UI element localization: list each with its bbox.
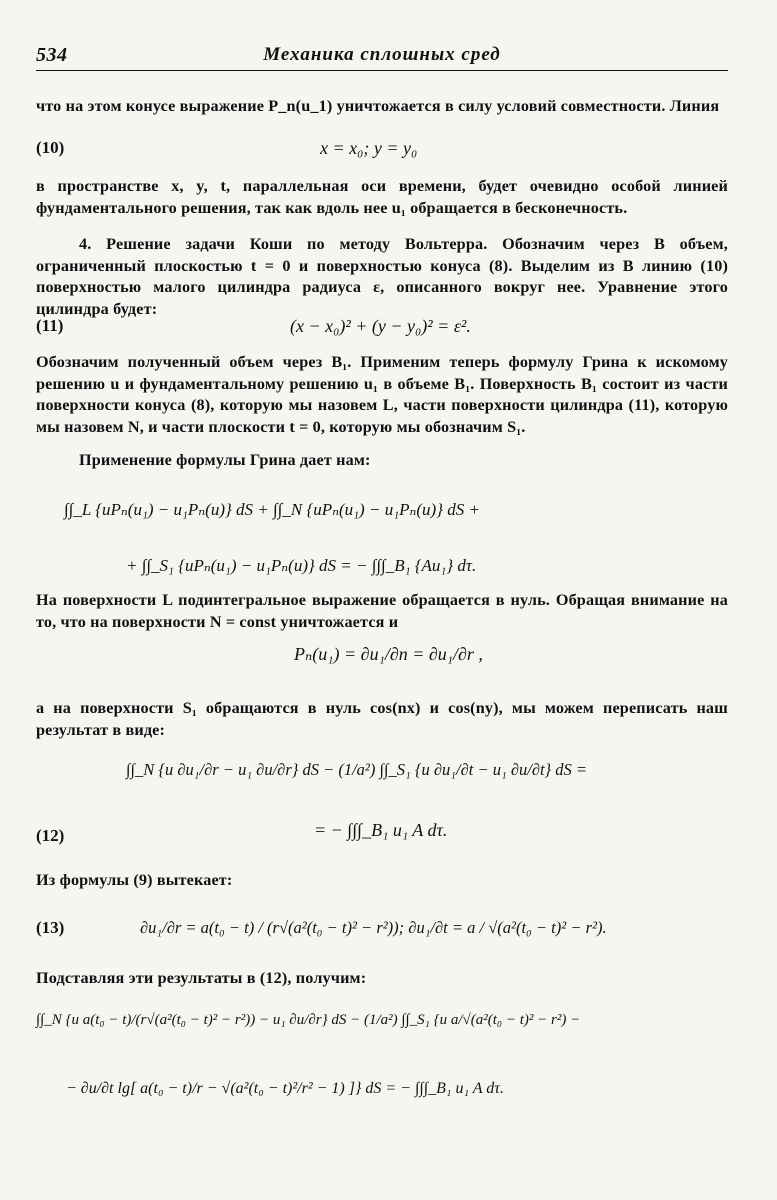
running-title: Механика сплошных сред — [263, 44, 501, 65]
paragraph-substituting: Подставляя эти результаты в (12), получим: — [36, 969, 367, 987]
equation-body: = − ∫∫∫_B₁ u₁ A dτ. — [314, 820, 448, 840]
equation-body: − ∂u/∂t lg[ a(t₀ − t)/r − √(a²(t₀ − t)²/r² − 1) ]} dS = − ∫∫∫_B₁ u₁ A dτ. — [66, 1080, 504, 1097]
equation-body: + ∫∫_S₁ {uPₙ(u₁) − u₁Pₙ(u)} dS = − ∫∫∫_B₁ {Au₁} dτ. — [126, 556, 477, 575]
equation-number: (10) — [36, 138, 65, 157]
page-header — [36, 30, 728, 71]
equation-body: ∫∫_N {u ∂u₁/∂r − u₁ ∂u/∂r} dS − (1/a²) ∫∫_S₁ {u ∂u₁/∂t − u₁ ∂u/∂t} dS = — [126, 760, 588, 779]
paragraph-singular-line: в пространстве x, y, t, параллельная оси времени, будет очевидно особой линией фундаментального решения, так как вдоль нее u₁ обращается в бесконечность. — [36, 177, 728, 217]
equation-13 — [36, 904, 728, 954]
equation-12-line-2 — [36, 820, 728, 860]
book-page — [36, 30, 728, 1097]
paragraph-from-formula-9: Из формулы (9) вытекает: — [36, 871, 233, 889]
paragraph-surface-l: На поверхности L подинтегральное выражение обращается в нуль. Обращая внимание на то, что на поверхности N = const уничтожается и — [36, 591, 728, 631]
equation-body: x = x₀; y = y₀ — [320, 138, 418, 158]
section-text: Обозначим через B объем, ограниченный плоскостью t = 0 и поверхностью конуса (8). Выделим из B линию (10) поверхностью малого цилиндра радиуса ε, описанного вокруг нее. Уравнение этого цилиндра будет: — [36, 235, 728, 318]
final-equation-line-1 — [36, 1012, 728, 1056]
paragraph-green-apply: Применение формулы Грина дает нам: — [79, 451, 371, 469]
equation-10 — [36, 138, 728, 164]
equation-body: Pₙ(u₁) = ∂u₁/∂n = ∂u₁/∂r , — [294, 644, 483, 664]
equation-number: (13) — [36, 918, 65, 937]
equation-body: (x − x₀)² + (y − y₀)² = ε². — [290, 316, 471, 336]
equation-normal-derivative — [36, 644, 728, 684]
final-equation-line-2 — [36, 1080, 728, 1124]
paragraph-rewrite: а на поверхности S₁ обращаются в нуль cos(nx) и cos(ny), мы можем переписать наш результат в виде: — [36, 699, 728, 739]
equation-body: ∫∫_N {u a(t₀ − t)/(r√(a²(t₀ − t)² − r²)) − u₁ ∂u/∂r} dS − (1/a²) ∫∫_S₁ {u a/√(a²(t₀ − t)² − r²) − — [36, 1012, 581, 1028]
equation-number: (11) — [36, 316, 64, 335]
green-formula-line-1 — [36, 500, 728, 540]
equation-12-line-1 — [36, 760, 728, 800]
equation-body: ∂u₁/∂r = a(t₀ − t) / (r√(a²(t₀ − t)² − r²)); ∂u₁/∂t = a / √(a²(t₀ − t)² − r²). — [140, 918, 607, 937]
paragraph-intro: что на этом конусе выражение P_n(u_1) уничтожается в силу условий совместности. Линия — [36, 97, 720, 115]
paragraph-green: Обозначим полученный объем через B₁. Применим теперь формулу Грина к искомому решению u и фундаментальному решению u₁ в объеме B₁. Поверхность B₁ состоит из части поверхности конуса (8), которую мы назовем L, части поверхности цилиндра (11), которую мы назовем N, и части плоскости t = 0, которую мы обозначим S₁. — [36, 353, 728, 436]
section-4 — [36, 234, 728, 320]
page-number: 534 — [36, 44, 68, 66]
section-heading: 4. Решение задачи Коши по методу Вольтерра. — [79, 235, 488, 253]
equation-number: (12) — [36, 826, 65, 845]
equation-11 — [36, 316, 728, 342]
equation-body: ∫∫_L {uPₙ(u₁) − u₁Pₙ(u)} dS + ∫∫_N {uPₙ(u₁) − u₁Pₙ(u)} dS + — [64, 500, 480, 519]
